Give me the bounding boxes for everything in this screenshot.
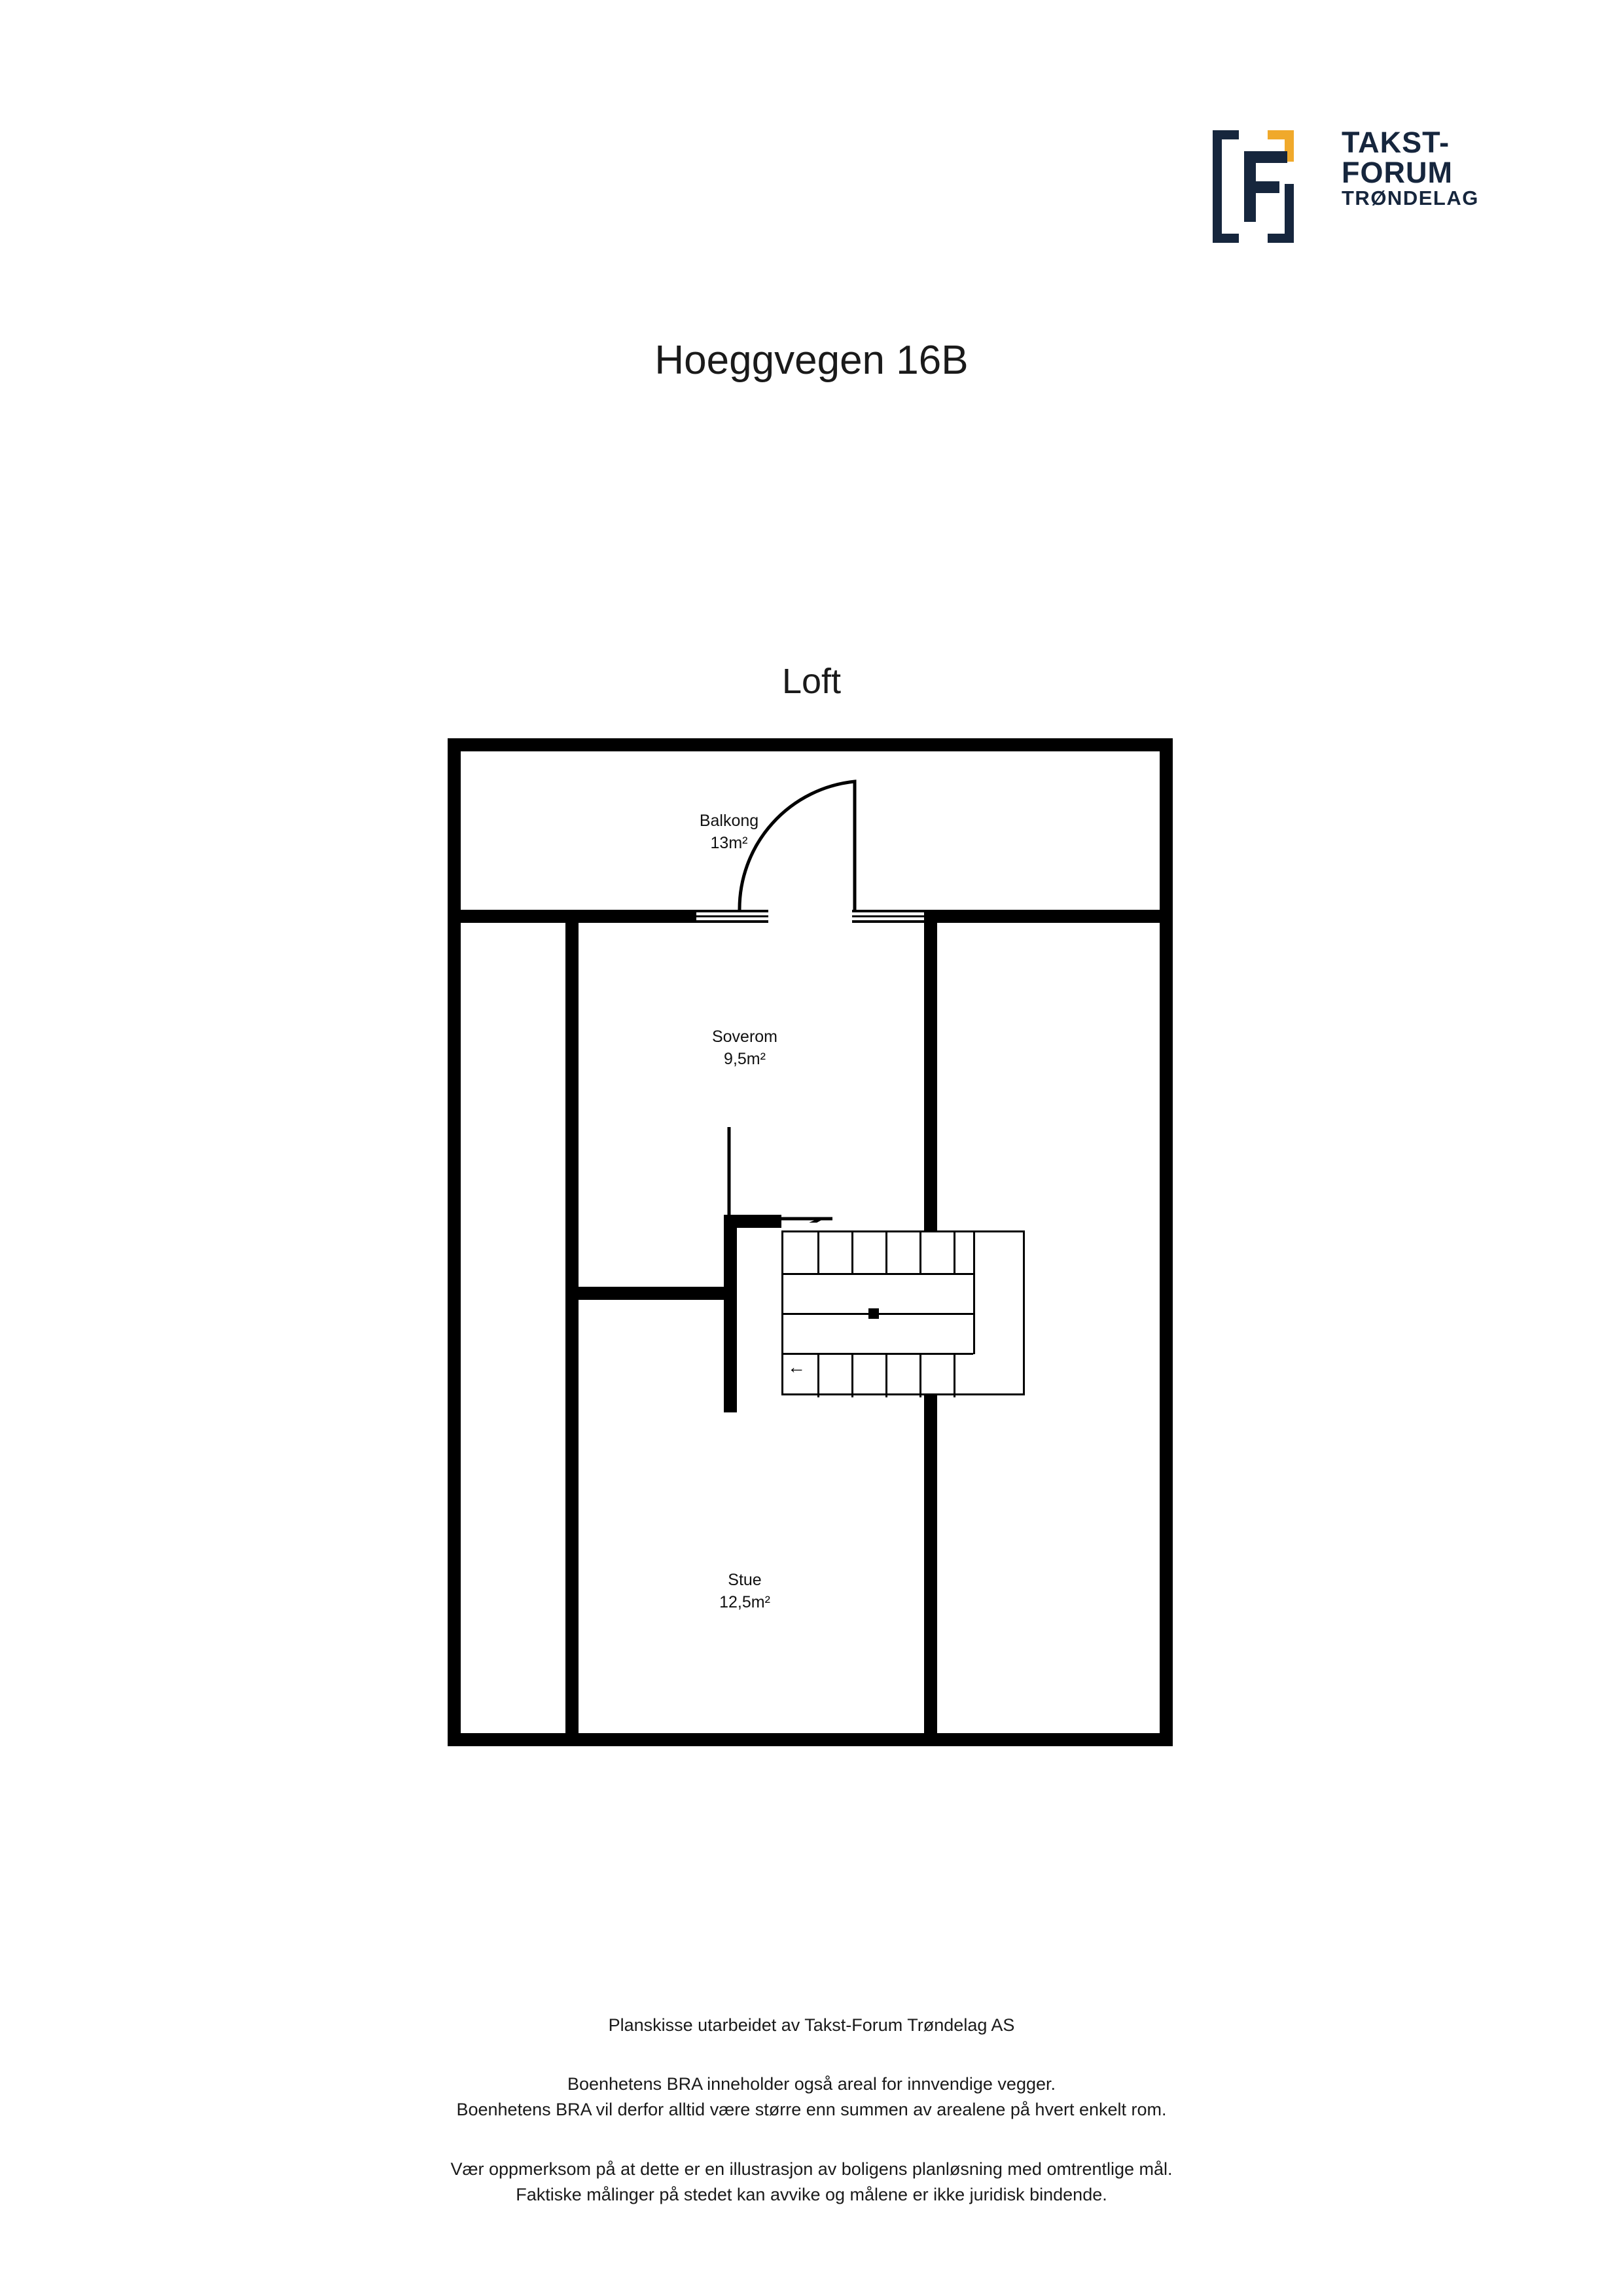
wall-exterior-top bbox=[448, 738, 1173, 751]
staircase bbox=[781, 1230, 1025, 1395]
wall-balcony-divider-right bbox=[924, 910, 1173, 923]
stair-landing-edge bbox=[973, 1232, 975, 1354]
footer-disclaimer-line-2: Faktiske målinger på stedet kan avvike og målene er ikke juridisk bindende. bbox=[516, 2185, 1107, 2205]
floor-plan bbox=[448, 738, 1173, 1746]
logo-line-2: FORUM bbox=[1342, 155, 1453, 189]
stair-newel-post bbox=[868, 1308, 879, 1319]
floor-title: Loft bbox=[781, 662, 842, 701]
stair-step bbox=[817, 1354, 819, 1397]
footer-bra-note bbox=[0, 2072, 1623, 2123]
takst-forum-logo-mark bbox=[1188, 121, 1319, 252]
room-name: Soverom bbox=[711, 1028, 778, 1046]
window-left-pane bbox=[696, 916, 768, 918]
footer-bra-line-1: Boenhetens BRA inneholder også areal for innvendige vegger. bbox=[567, 2074, 1056, 2094]
logo-wordmark bbox=[1342, 128, 1518, 208]
stair-step bbox=[851, 1232, 853, 1273]
stair-step bbox=[954, 1354, 955, 1397]
stair-direction-arrow: ← bbox=[787, 1357, 806, 1377]
stair-step bbox=[783, 1273, 973, 1275]
stair-step bbox=[783, 1353, 973, 1355]
stair-step bbox=[817, 1232, 819, 1273]
wall-hall-vertical bbox=[724, 1215, 737, 1412]
footer-bra-line-2: Boenhetens BRA vil derfor alltid være større enn summen av arealene på hvert enkelt rom. bbox=[456, 2100, 1167, 2120]
door-soverom bbox=[725, 1123, 836, 1223]
footer-disclaimer bbox=[0, 2157, 1623, 2208]
room-name: Stue bbox=[728, 1571, 762, 1589]
wall-hall-horizontal bbox=[579, 1287, 737, 1300]
stair-step bbox=[885, 1354, 887, 1397]
room-area: 9,5m² bbox=[724, 1049, 766, 1068]
wall-exterior-bottom bbox=[448, 1733, 1173, 1746]
room-name: Balkong bbox=[699, 812, 759, 830]
room-label-balkong bbox=[644, 810, 814, 855]
stair-step bbox=[919, 1232, 921, 1273]
window-right bbox=[852, 910, 924, 923]
logo-line-3: TRØNDELAG bbox=[1342, 186, 1479, 209]
wall-exterior-left bbox=[448, 738, 461, 1746]
room-area: 13m² bbox=[710, 833, 748, 852]
stair-step bbox=[919, 1354, 921, 1397]
stair-step bbox=[885, 1232, 887, 1273]
wall-interior-left-vertical bbox=[565, 910, 579, 1733]
footer-disclaimer-line-1: Vær oppmerksom på at dette er en illustrasjon av boligens planløsning med omtrentlige mål. bbox=[450, 2159, 1173, 2179]
logo bbox=[1188, 121, 1515, 255]
logo-line-1: TAKST- bbox=[1342, 126, 1450, 159]
wall-exterior-right bbox=[1160, 738, 1173, 1746]
stair-step bbox=[851, 1354, 853, 1397]
room-area: 12,5m² bbox=[719, 1592, 770, 1611]
page-title: Hoeggvegen 16B bbox=[654, 338, 969, 383]
room-label-stue bbox=[660, 1570, 830, 1614]
window-right-pane bbox=[852, 916, 924, 918]
stair-step bbox=[954, 1232, 955, 1273]
room-label-soverom bbox=[660, 1026, 830, 1071]
footer-credit: Planskisse utarbeidet av Takst-Forum Trøndelag AS bbox=[608, 2015, 1015, 2035]
